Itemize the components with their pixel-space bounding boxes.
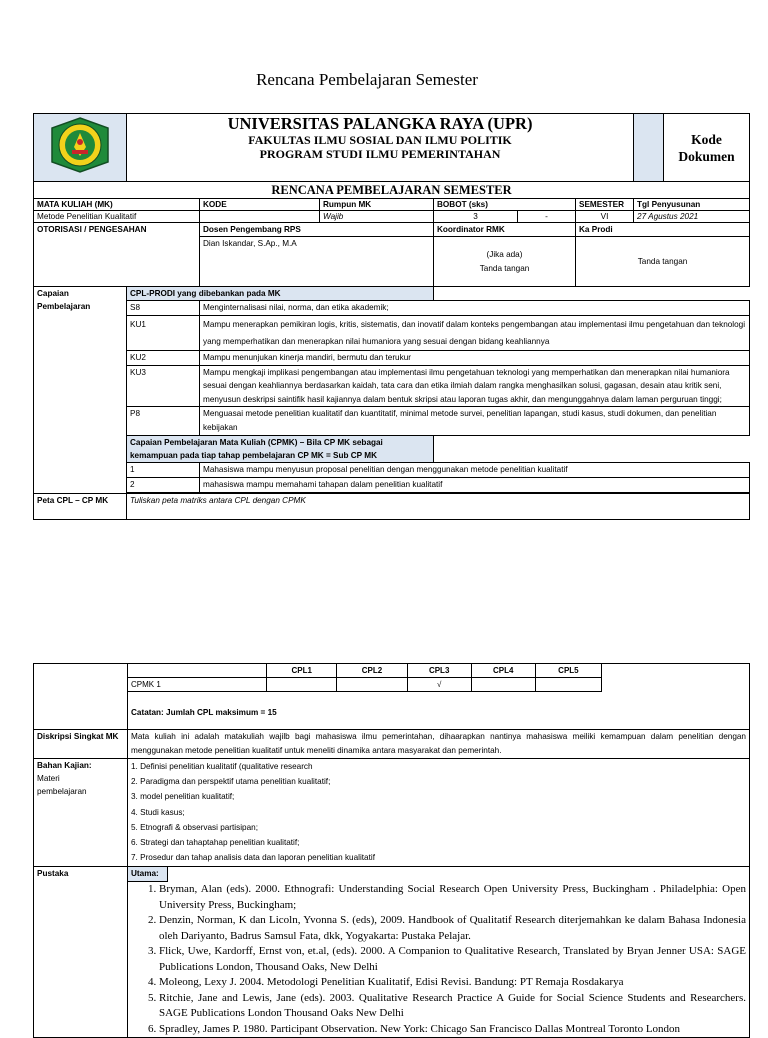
matrix-corner <box>128 664 267 678</box>
matrix-row-label: CPMK 1 <box>128 678 267 692</box>
capaian-label: Capaian <box>37 289 69 298</box>
reference-item: 2. Denzin, Norman, K dan Licoln, Yvonna S. (eds), 2009. Handbook of Qualitatif Research diterjemahkan ke dalam Bahasa Indonesia oleh Dariyanto, Badrus Samsul Fata, dkk, Yogyakarta: Pustaka Pelajar. <box>159 913 746 944</box>
dosen-value: Dian Iskandar, S.Ap., M.A <box>200 237 434 287</box>
matrix-header: CPL3 <box>407 664 471 678</box>
mk-value: Metode Penelitian Kualitatif <box>34 211 200 223</box>
bobot-teori-value: 3 <box>434 211 518 223</box>
koordinator-signature <box>434 237 576 287</box>
dosen-header: Dosen Pengembang RPS <box>200 223 434 237</box>
cpl-matrix <box>128 664 602 692</box>
cpl-code: KU1 <box>127 316 200 351</box>
pembelajaran-sub-label: pembelajaran <box>37 787 87 796</box>
utama-label: Utama: <box>128 867 168 882</box>
reference-list <box>131 882 746 1037</box>
reference-item: 3. Flick, Uwe, Kardorff, Ernst von, et.al, (eds). 2000. A Companion to Qualitative Research, Translated by Bryan Jenner USA: SAGE Publications London, Thousand Oaks, New Delhi <box>159 944 746 975</box>
bahan-list-cell <box>128 759 750 867</box>
list-item: 1. Definisi penelitian kualitatif (qualitative research <box>131 762 313 771</box>
matrix-cell-cpl1 <box>267 678 337 692</box>
rumpun-value: Wajib <box>320 211 434 223</box>
dokumen-label: Dokumen <box>678 148 735 164</box>
faculty-name: FAKULTAS ILMU SOSIAL DAN ILMU POLITIK <box>248 133 512 147</box>
list-item: 3. model penelitian kualitatif; <box>131 792 235 802</box>
pustaka-cell <box>128 867 750 1038</box>
matrix-cell-cpl2 <box>337 678 407 692</box>
peta-label: Peta CPL – CP MK <box>34 493 127 519</box>
logo-cell <box>34 114 127 182</box>
kode-dokumen-cell <box>664 114 750 182</box>
bahan-list <box>131 759 746 865</box>
cpl-text: Mampu menerapkan pemikiran logis, kritis, sistematis, dan inovatif dalam konteks pengembangan atau implementasi ilmu pengetahuan dan teknologi yang memperhatikan dan menerapkan nilai humaniora yang sesuai dengan bidang keahliannya <box>200 316 750 351</box>
tgl-value: 27 Agustus 2021 <box>634 211 750 223</box>
matrix-label-cell <box>34 664 128 730</box>
pembelajaran-label: Pembelajaran <box>37 302 91 311</box>
cpmk-text: Mahasiswa mampu menyusun proposal penelitian dengan menggunakan metode penelitian kualitatif <box>200 462 750 477</box>
cpl-text: Mampu mengkaji implikasi pengembangan atau implementasi ilmu pengetahuan teknologi yang memperhatikan dan menerapkan nilai humaniora sesuai dengan keahliannya berdasarkan kaidah, tata cara dan etika ilmiah dalam rangka menghasilkan solusi, gagasan, desain atau kritik seni, menyusun deskripsi saintifik hasil kajiannya dalam bentuk skripsi atau laporan tugas akhir, dan mengunggahnya dalam laman perguruan tinggi; <box>200 366 750 407</box>
kode-value <box>200 211 320 223</box>
kode-label: Kode <box>691 131 722 147</box>
matrix-cell-cpl3: √ <box>407 678 471 692</box>
semester-value: VI <box>576 211 634 223</box>
tanda-tangan-label: Tanda tangan <box>479 263 530 273</box>
cpl-text: Mampu menunjukan kinerja mandiri, bermutu dan terukur <box>200 351 750 366</box>
reference-item: 4. Moleong, Lexy J. 2004. Metodologi Penelitian Kualitatif, Edisi Revisi. Bandung: PT Remaja Rosdakarya <box>159 975 746 991</box>
matrix-cell-cpl5 <box>535 678 601 692</box>
rps-title: RENCANA PEMBELAJARAN SEMESTER <box>34 182 750 199</box>
list-item: 4. Studi kasus; <box>131 807 185 817</box>
rps-header-table <box>33 113 750 520</box>
bahan-label: Bahan Kajian: <box>37 761 92 770</box>
cpl-code: P8 <box>127 406 200 435</box>
deskripsi-text: Mata kuliah ini adalah matakuliah wajilb bagi mahasiswa ilmu pemerintahan, dihaarapkan nantinya mahasiswa meiliki kemampuan dalam penelitian dengan menggunakan metode penelitian kualitatif untuk meneliti dinamika antara masyarakat dan pemerintah. <box>128 730 750 759</box>
list-item: 6. Strategi dan tahaptahap penelitian kualitatif; <box>131 838 300 848</box>
jika-ada-label: (Jika ada) <box>486 249 523 259</box>
cpmk-header: Capaian Pembelajaran Mata Kuliah (CPMK) – Bila CP MK sebagai kemampuan pada tiap tahap pembelajaran CP MK = Sub CP MK <box>127 435 434 462</box>
cpl-prodi-header: CPL-PRODI yang dibebankan pada MK <box>127 287 434 301</box>
cpmk-code: 1 <box>127 462 200 477</box>
rps-detail-table <box>33 663 750 1038</box>
koordinator-header: Koordinator RMK <box>434 223 576 237</box>
bobot-praktik-value: - <box>518 211 576 223</box>
kode-header: KODE <box>200 199 320 211</box>
cpmk-text: mahasiswa mampu memahami tahapan dalam penelitian kualitatif <box>200 477 750 492</box>
program-name: PROGRAM STUDI ILMU PEMERINTAHAN <box>259 147 501 161</box>
peta-text: Tuliskan peta matriks antara CPL dengan CPMK <box>127 493 750 519</box>
university-name: UNIVERSITAS PALANGKA RAYA (UPR) <box>227 114 533 133</box>
tgl-header: Tgl Penyusunan <box>634 199 750 211</box>
list-item: 2. Paradigma dan perspektif utama penelitian kualitatif; <box>131 777 331 787</box>
capaian-label-cell <box>34 287 127 494</box>
university-logo-icon <box>48 116 112 174</box>
kaprodi-signature: Tanda tangan <box>576 237 750 287</box>
bobot-header: BOBOT (sks) <box>434 199 576 211</box>
blank-cell <box>434 435 750 462</box>
matrix-header: CPL4 <box>471 664 535 678</box>
pustaka-label: Pustaka <box>34 867 128 1038</box>
materi-label: Materi <box>37 774 60 783</box>
list-item: 7. Prosedur dan tahap analisis data dan laporan penelitian kualitatif <box>131 853 375 863</box>
blank-cell <box>434 287 750 301</box>
matrix-header: CPL2 <box>337 664 407 678</box>
matrix-cell-cpl4 <box>471 678 535 692</box>
kaprodi-header: Ka Prodi <box>576 223 750 237</box>
mk-header: MATA KULIAH (MK) <box>34 199 200 211</box>
matrix-header: CPL1 <box>267 664 337 678</box>
cpl-text: Menguasai metode penelitian kualitatif dan kuantitatif, minimal metode survei, penelitian lapangan, studi kasus, studi dokumen, dan penelitian kebijakan <box>200 406 750 435</box>
spacer-cell <box>634 114 664 182</box>
reference-item: 1. Bryman, Alan (eds). 2000. Ethnografi: Understanding Social Research Open University Press, Buckingham . Philadelphia: Open University Press, Buckingham; <box>159 882 746 913</box>
reference-item: 6. Spradley, James P. 1980. Participant Observation. New York: Chicago San Francisco Dallas Montreal Toronto London <box>159 1022 746 1038</box>
bahan-label-cell <box>34 759 128 867</box>
matrix-header: CPL5 <box>535 664 601 678</box>
cpl-code: S8 <box>127 301 200 316</box>
cpl-text: Menginternalisasi nilai, norma, dan etika akademik; <box>200 301 750 316</box>
matrix-cell <box>128 664 750 730</box>
deskripsi-label: Diskripsi Singkat MK <box>34 730 128 759</box>
document-title: Rencana Pembelajaran Semester <box>256 70 478 89</box>
otorisasi-label: OTORISASI / PENGESAHAN <box>34 223 200 287</box>
reference-item: 5. Ritchie, Jane and Lewis, Jane (eds). 2003. Qualitative Research Practice A Guide for Social Science Students and Researchers. SAGE Publications London Thousand Oaks New Delhi <box>159 991 746 1022</box>
university-title-cell <box>127 114 634 182</box>
rumpun-header: Rumpun MK <box>320 199 434 211</box>
catatan-note: Catatan: Jumlah CPL maksimum = 15 <box>131 708 277 717</box>
list-item: 5. Etnografi & observasi partisipan; <box>131 822 258 832</box>
cpl-code: KU3 <box>127 366 200 407</box>
cpmk-code: 2 <box>127 477 200 492</box>
semester-header: SEMESTER <box>576 199 634 211</box>
cpl-code: KU2 <box>127 351 200 366</box>
